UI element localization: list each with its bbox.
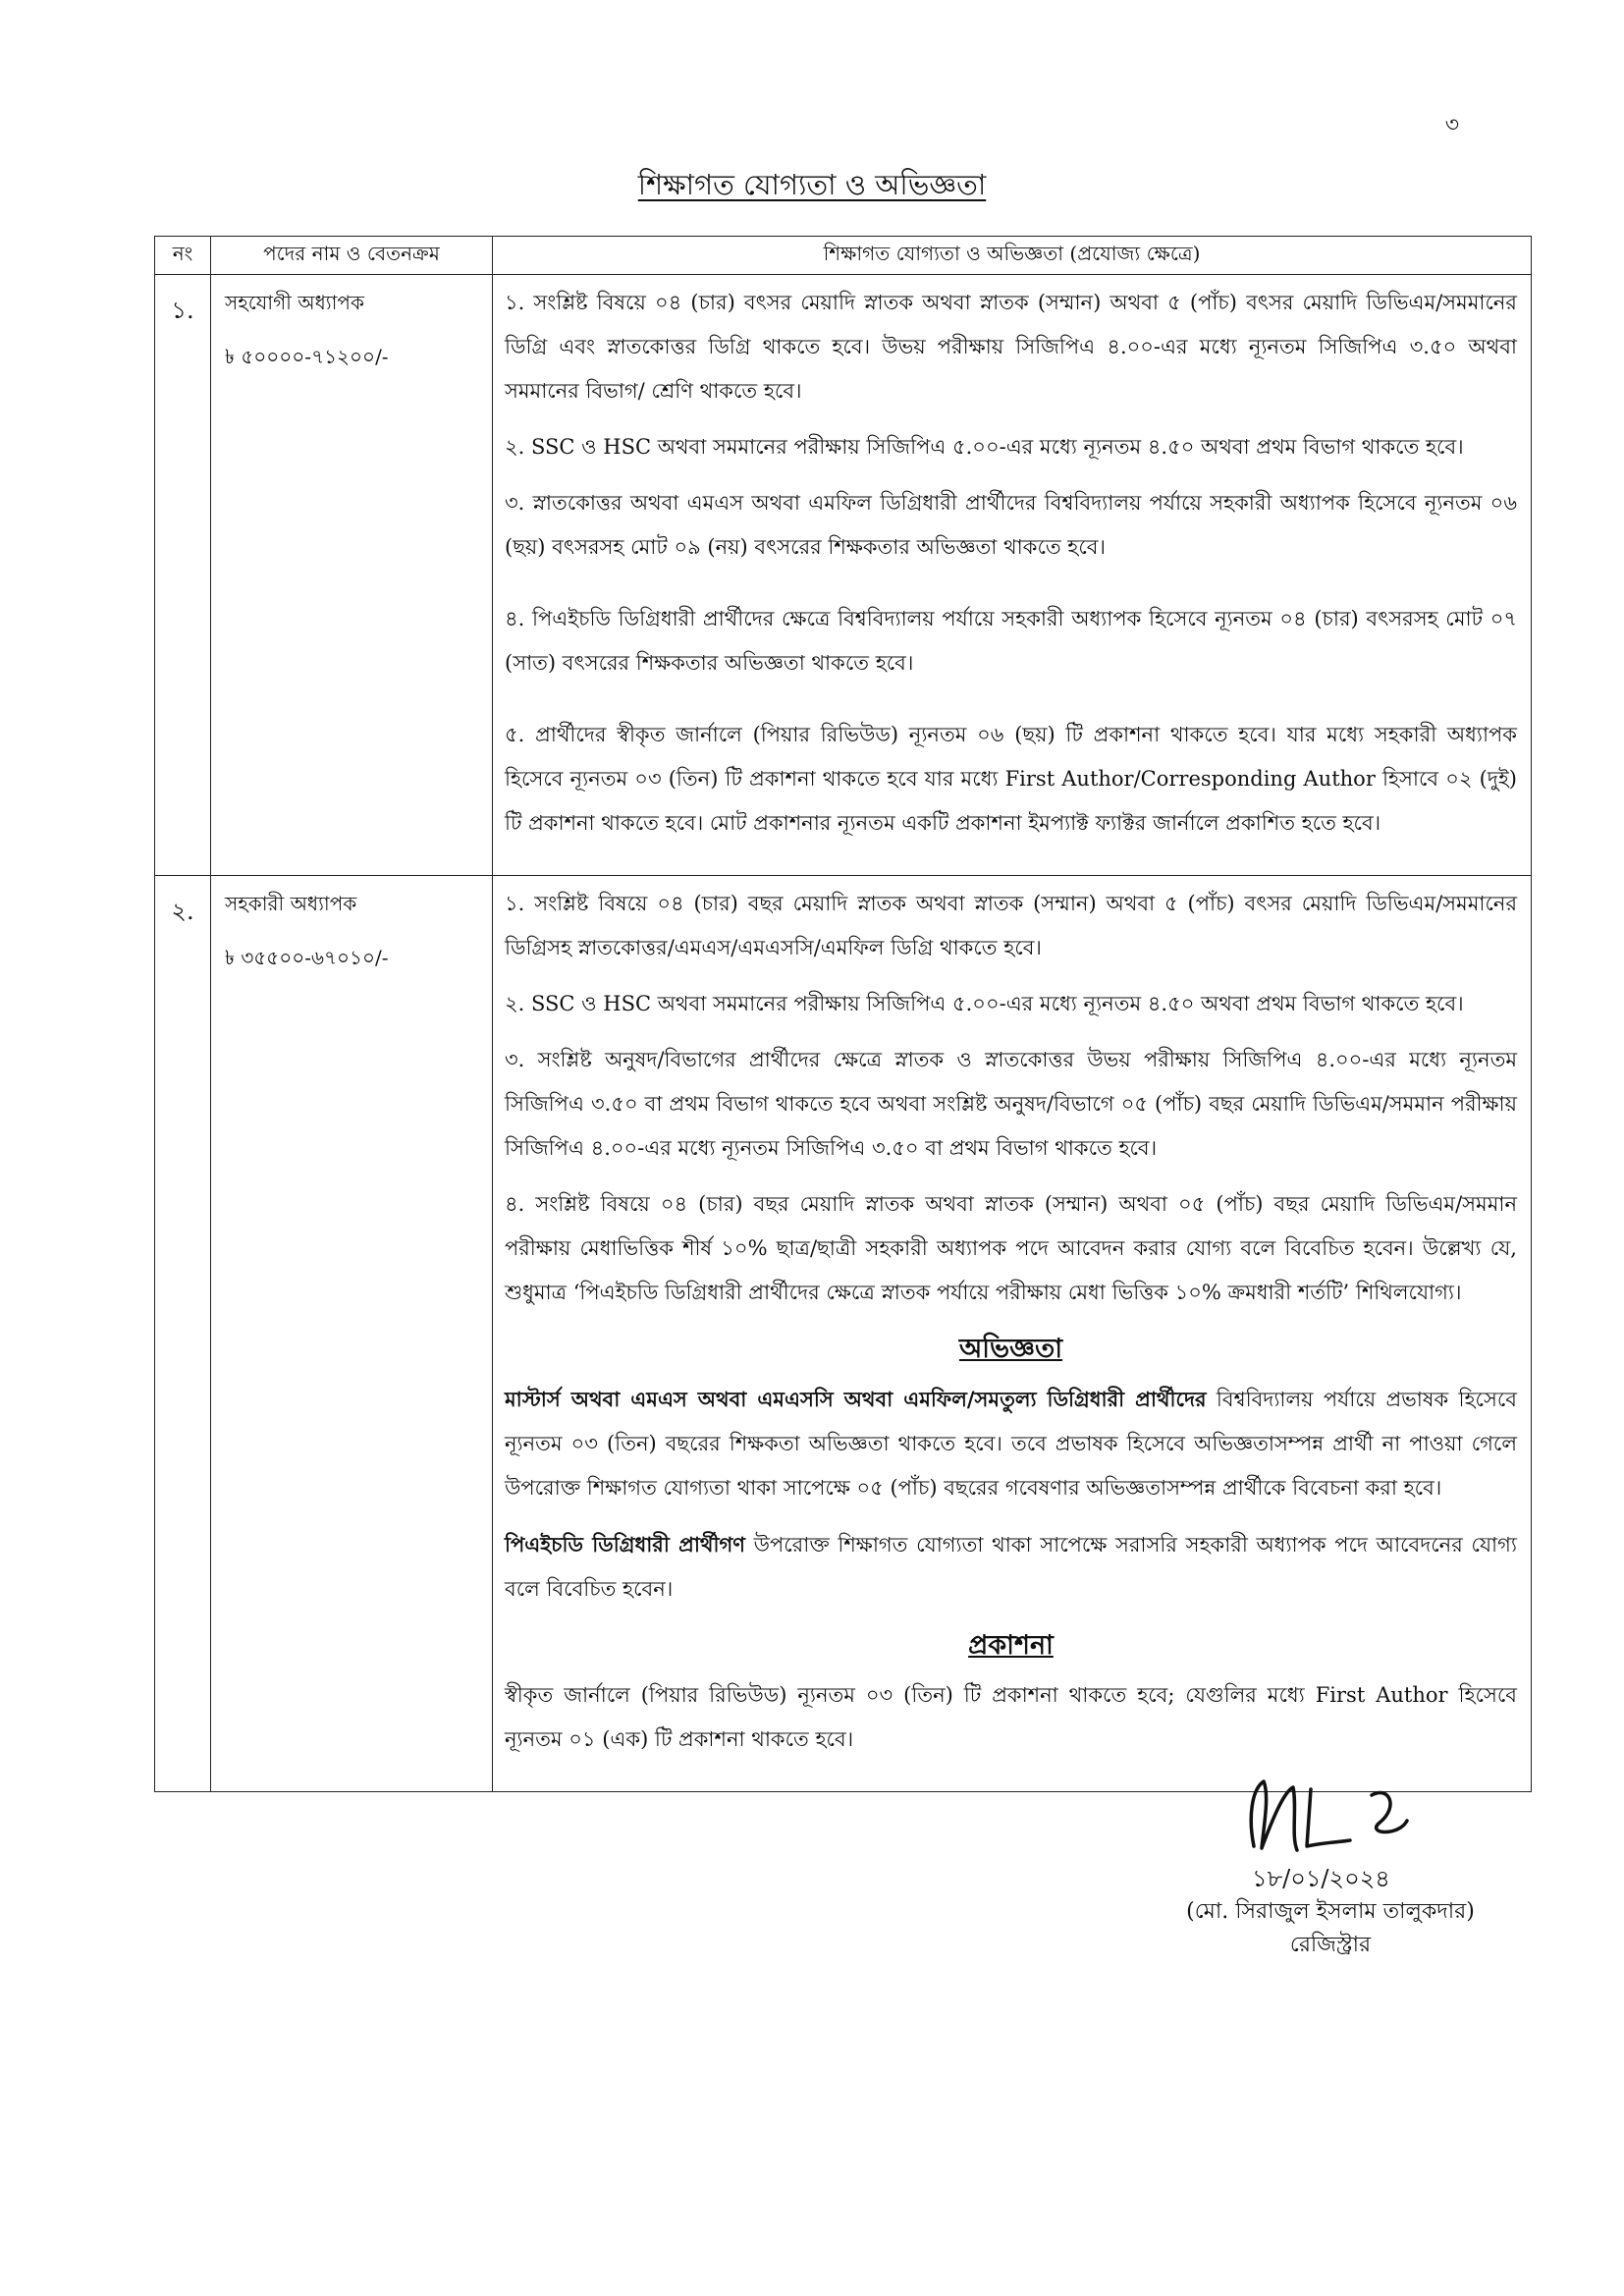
signatory-designation: রেজিস্ট্রার [1289, 1933, 1372, 1957]
page-title: শিক্ষাগত যোগ্যতা ও অভিজ্ঞতা [637, 168, 987, 201]
table-header-row [155, 237, 1532, 275]
experience-text: উপরোক্ত শিক্ষাগত যোগ্যতা থাকা সাপেক্ষে সরাসরি সহকারী অধ্যাপক পদে আবেদনের যোগ্য বলে বিবেচিত হবেন। [505, 1533, 1517, 1601]
requirement-item: ২. SSC ও HSC অথবা সমমানের পরীক্ষায় সিজিপিএ ৫.০০-এর মধ্যে ন্যূনতম ৪.৫০ অথবা প্রথম বিভাগ থাকতে হবে। [505, 435, 1464, 459]
experience-bold-lead: পিএইচডি ডিগ্রিধারী প্রার্থীগণ [505, 1532, 745, 1557]
post-name: সহযোগী অধ্যাপক [225, 291, 364, 314]
header-no: নং [155, 237, 211, 275]
handwritten-signature [1242, 1768, 1429, 1861]
publication-heading: প্রকাশনা [968, 1630, 1054, 1661]
requirement-item: ১. সংশ্লিষ্ট বিষয়ে ০৪ (চার) বৎসর মেয়াদি স্নাতক অথবা স্নাতক (সম্মান) অথবা ৫ (পাঁচ) বৎসর মেয়াদি ডিভিএম/সমমানের ডিগ্রি এবং স্নাতকোত্তর ডিগ্রি থাকতে হবে। উভয় পরীক্ষায় সিজিপিএ ৪.০০-এর মধ্যে ন্যূনতম সিজিপিএ ৩.৫০ অথবা সমমানের বিভাগ/ শ্রেণি থাকতে হবে। [505, 291, 1517, 403]
post-name: সহকারী অধ্যাপক [225, 892, 357, 915]
experience-bold-lead: মাস্টার্স অথবা এমএস অথবা এমএসসি অথবা এমফিল/সমতুল্য ডিগ্রিধারী প্রার্থীদের [505, 1387, 1207, 1411]
header-requirements: শিক্ষাগত যোগ্যতা ও অভিজ্ঞতা (প্রযোজ্য ক্ষেত্রে) [493, 237, 1532, 275]
requirement-item: ৩. স্নাতকোত্তর অথবা এমএস অথবা এমফিল ডিগ্রিধারী প্রার্থীদের বিশ্ববিদ্যালয় পর্যায়ে সহকারী অধ্যাপক হিসেবে ন্যূনতম ০৬ (ছয়) বৎসরসহ মোট ০৯ (নয়) বৎসরের শিক্ষকতার অভিজ্ঞতা থাকতে হবে। [505, 491, 1517, 559]
header-post: পদের নাম ও বেতনক্রম [211, 237, 493, 275]
pay-scale: ৳ ৫০০০০-৭১২০০/- [225, 345, 389, 368]
table-row [155, 876, 1532, 1792]
experience-heading: অভিজ্ঞতা [958, 1334, 1063, 1364]
requirement-item: ৪. পিএইচডি ডিগ্রিধারী প্রার্থীদের ক্ষেত্রে বিশ্ববিদ্যালয় পর্যায়ে সহকারী অধ্যাপক হিসেবে ন্যূনতম ০৪ (চার) বৎসরসহ মোট ০৭ (সাত) বৎসরের শিক্ষকতার অভিজ্ঞতা থাকতে হবে। [505, 607, 1517, 675]
requirement-item: ৩. সংশ্লিষ্ট অনুষদ/বিভাগের প্রার্থীদের ক্ষেত্রে স্নাতক ও স্নাতকোত্তর উভয় পরীক্ষায় সিজিপিএ ৪.০০-এর মধ্যে ন্যূনতম সিজিপিএ ৩.৫০ বা প্রথম বিভাগ থাকতে হবে অথবা সংশ্লিষ্ট অনুষদ/বিভাগে ০৫ (পাঁচ) বছর মেয়াদি ডিভিএম/সমমান পরীক্ষায় সিজিপিএ ৪.০০-এর মধ্যে ন্যূনতম সিজিপিএ ৩.৫০ বা প্রথম বিভাগ থাকতে হবে। [505, 1048, 1517, 1160]
signature-date: ১৮/০১/২০২৪ [1252, 1865, 1390, 1892]
row-number: ২. [155, 876, 211, 1792]
publication-paragraph: স্বীকৃত জার্নালে (পিয়ার রিভিউড) ন্যূনতম ০৩ (তিন) টি প্রকাশনা থাকতে হবে; যেগুলির মধ্যে First Author হিসেবে ন্যূনতম ০১ (এক) টি প্রকাশনা থাকতে হবে। [505, 1683, 1517, 1751]
requirements-cell [493, 275, 1532, 876]
requirement-item: ৫. প্রার্থীদের স্বীকৃত জার্নালে (পিয়ার রিভিউড) ন্যূনতম ০৬ (ছয়) টি প্রকাশনা থাকতে হবে। যার মধ্যে সহকারী অধ্যাপক হিসেবে ন্যূনতম ০৩ (তিন) টি প্রকাশনা থাকতে হবে যার মধ্যে First Author/Corresponding Author হিসাবে ০২ (দুই) টি প্রকাশনা থাকতে হবে। মোট প্রকাশনার ন্যূনতম একটি প্রকাশনা ইমপ্যাক্ট ফ্যাক্টর জার্নালে প্রকাশিত হতে হবে। [505, 723, 1517, 835]
post-cell [211, 876, 493, 1792]
page-number: ৩ [1444, 113, 1459, 137]
qualification-table [154, 236, 1532, 1792]
requirement-item: ১. সংশ্লিষ্ট বিষয়ে ০৪ (চার) বছর মেয়াদি স্নাতক অথবা স্নাতক (সম্মান) অথবা ৫ (পাঁচ) বৎসর মেয়াদি ডিভিএম/সমমানের ডিগ্রিসহ স্নাতকোত্তর/এমএস/এমএসসি/এমফিল ডিগ্রি থাকতে হবে। [505, 892, 1517, 959]
requirement-item: ৪. সংশ্লিষ্ট বিষয়ে ০৪ (চার) বছর মেয়াদি স্নাতক অথবা স্নাতক (সম্মান) অথবা ০৫ (পাঁচ) বছর মেয়াদি ডিভিএম/সমমান পরীক্ষায় মেধাভিত্তিক শীর্ষ ১০% ছাত্র/ছাত্রী সহকারী অধ্যাপক পদে আবেদন করার যোগ্য বলে বিবেচিত হবেন। উল্লেখ্য যে, শুধুমাত্র ‘পিএইচডি ডিগ্রিধারী প্রার্থীদের ক্ষেত্রে স্নাতক পর্যায়ে পরীক্ষায় মেধা ভিত্তিক ১০% ক্রমধারী শর্তটি’ শিথিলযোগ্য। [505, 1192, 1517, 1304]
requirements-cell [493, 876, 1532, 1792]
row-number: ১. [155, 275, 211, 876]
experience-text: বিশ্ববিদ্যালয় পর্যায়ে প্রভাষক হিসেবে ন্যূনতম ০৩ (তিন) বছরের শিক্ষকতা অভিজ্ঞতা থাকতে হবে। তবে প্রভাষক হিসেবে অভিজ্ঞতাসম্পন্ন প্রার্থী না পাওয়া গেলে উপরোক্ত শিক্ষাগত যোগ্যতা থাকা সাপেক্ষে ০৫ (পাঁচ) বছরের গবেষণার অভিজ্ঞতাসম্পন্ন প্রার্থীকে বিবেচনা করা হবে। [505, 1388, 1517, 1500]
table-row [155, 275, 1532, 876]
pay-scale: ৳ ৩৫৫০০-৬৭০১০/- [225, 946, 389, 969]
signatory-block [1159, 1895, 1502, 1962]
post-cell [211, 275, 493, 876]
experience-paragraph [505, 1377, 1517, 1510]
experience-paragraph [505, 1522, 1517, 1612]
signatory-name: (মো. সিরাজুল ইসলাম তালুকদার) [1186, 1899, 1475, 1924]
requirement-item: ২. SSC ও HSC অথবা সমমানের পরীক্ষায় সিজিপিএ ৫.০০-এর মধ্যে ন্যূনতম ৪.৫০ অথবা প্রথম বিভাগ থাকতে হবে। [505, 992, 1464, 1015]
